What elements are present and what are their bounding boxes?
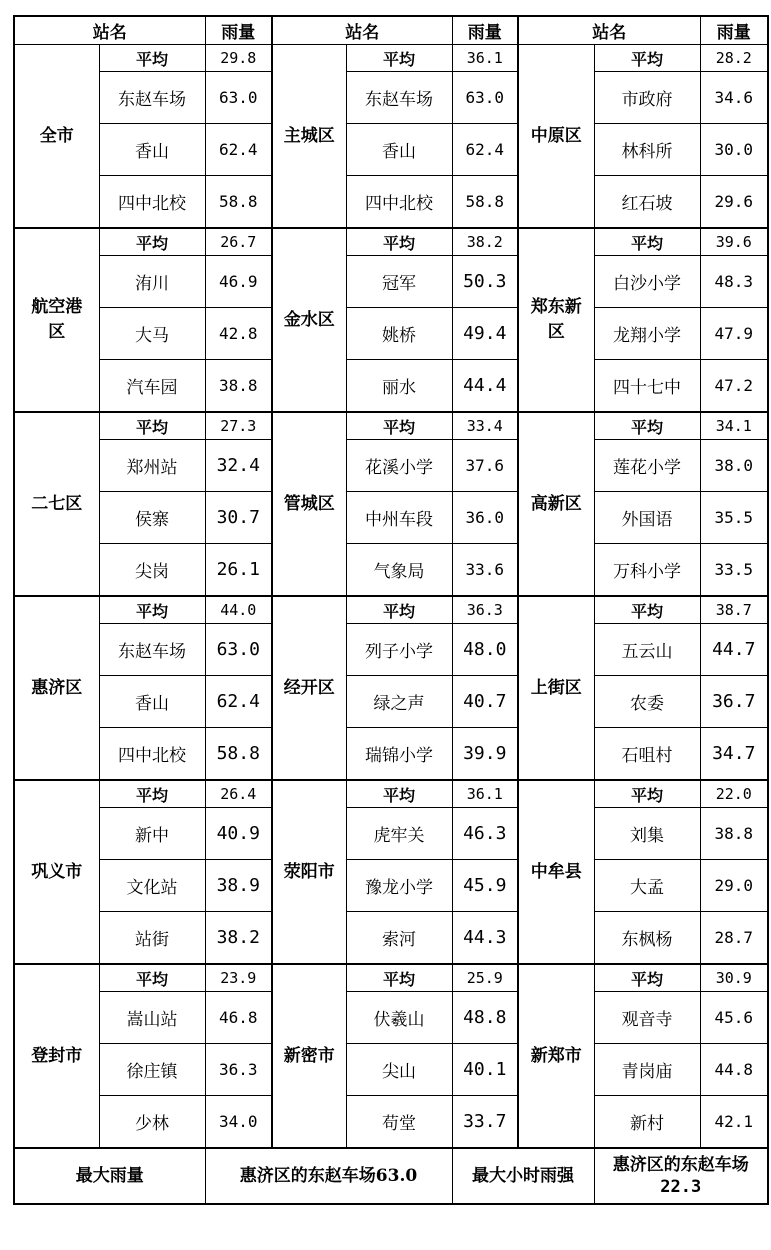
station-name: 绿之声: [346, 676, 452, 728]
district-name: 惠济区: [14, 596, 99, 780]
district-name: 巩义市: [14, 780, 99, 964]
station-rain: 32.4: [205, 440, 272, 492]
station-rain: 36.7: [700, 676, 768, 728]
station-rain: 30.0: [700, 124, 768, 176]
station-name: 农委: [594, 676, 700, 728]
station-rain: 33.5: [700, 544, 768, 597]
station-name: 四十七中: [594, 360, 700, 413]
avg-label: 平均: [346, 412, 452, 440]
station-name: 侯寨: [99, 492, 205, 544]
avg-value: 36.1: [452, 45, 518, 72]
avg-label: 平均: [594, 412, 700, 440]
station-row: [14, 360, 768, 413]
station-name: 龙翔小学: [594, 308, 700, 360]
station-row: [14, 492, 768, 544]
avg-value: 23.9: [205, 964, 272, 992]
station-name: 豫龙小学: [346, 860, 452, 912]
station-rain: 62.4: [452, 124, 518, 176]
station-rain: 38.8: [205, 360, 272, 413]
station-rain: 38.8: [700, 808, 768, 860]
station-rain: 33.6: [452, 544, 518, 597]
station-row: [14, 440, 768, 492]
station-rain: 26.1: [205, 544, 272, 597]
station-rain: 33.7: [452, 1096, 518, 1149]
avg-value: 28.2: [700, 45, 768, 72]
station-rain: 44.4: [452, 360, 518, 413]
district-name: 中原区: [518, 45, 594, 229]
station-rain: 38.2: [205, 912, 272, 965]
station-rain: 58.8: [205, 176, 272, 229]
avg-label: 平均: [346, 780, 452, 808]
station-name: 苟堂: [346, 1096, 452, 1149]
station-rain: 42.8: [205, 308, 272, 360]
header-rain-3: 雨量: [700, 16, 768, 45]
avg-value: 29.8: [205, 45, 272, 72]
station-row: [14, 1096, 768, 1149]
station-rain: 34.0: [205, 1096, 272, 1149]
header-rain-1: 雨量: [205, 16, 272, 45]
station-row: [14, 912, 768, 965]
station-rain: 45.6: [700, 992, 768, 1044]
avg-value: 26.4: [205, 780, 272, 808]
avg-value: 25.9: [452, 964, 518, 992]
header-station-2: 站名: [272, 16, 452, 45]
district-name-line: 航空港: [31, 297, 83, 318]
avg-value: 26.7: [205, 228, 272, 256]
station-rain: 38.0: [700, 440, 768, 492]
station-name: 石咀村: [594, 728, 700, 781]
station-rain: 30.7: [205, 492, 272, 544]
header-row: [14, 16, 768, 45]
summary-row: [14, 1148, 768, 1204]
station-rain: 62.4: [205, 124, 272, 176]
station-row: [14, 176, 768, 229]
station-name: 市政府: [594, 72, 700, 124]
station-rain: 50.3: [452, 256, 518, 308]
avg-label: 平均: [99, 780, 205, 808]
station-name: 四中北校: [346, 176, 452, 229]
district-name: 主城区: [272, 45, 346, 229]
max-hourly-value: [594, 1148, 768, 1204]
station-name: 大马: [99, 308, 205, 360]
avg-value: 34.1: [700, 412, 768, 440]
station-row: [14, 1044, 768, 1096]
station-row: [14, 860, 768, 912]
avg-value: 39.6: [700, 228, 768, 256]
station-rain: 47.2: [700, 360, 768, 413]
station-name: 洧川: [99, 256, 205, 308]
header-station-1: 站名: [14, 16, 205, 45]
station-name: 姚桥: [346, 308, 452, 360]
group-avg-row: [14, 412, 768, 440]
district-name: 高新区: [518, 412, 594, 596]
station-row: [14, 124, 768, 176]
station-rain: 48.3: [700, 256, 768, 308]
district-name: 新密市: [272, 964, 346, 1148]
rainfall-table: [13, 15, 769, 1205]
district-name-line: 郑东新: [530, 297, 582, 318]
station-rain: 34.6: [700, 72, 768, 124]
station-rain: 34.7: [700, 728, 768, 781]
avg-label: 平均: [346, 596, 452, 624]
avg-label: 平均: [594, 780, 700, 808]
avg-label: 平均: [99, 45, 205, 72]
station-name: 东枫杨: [594, 912, 700, 965]
header-rain-2: 雨量: [452, 16, 518, 45]
station-name: 观音寺: [594, 992, 700, 1044]
avg-label: 平均: [346, 228, 452, 256]
station-rain: 39.9: [452, 728, 518, 781]
station-rain: 63.0: [452, 72, 518, 124]
group-avg-row: [14, 45, 768, 72]
station-name: 伏羲山: [346, 992, 452, 1044]
district-name: 登封市: [14, 964, 99, 1148]
station-name: 四中北校: [99, 176, 205, 229]
station-rain: 45.9: [452, 860, 518, 912]
station-name: 丽水: [346, 360, 452, 413]
station-row: [14, 808, 768, 860]
station-rain: 36.3: [205, 1044, 272, 1096]
avg-label: 平均: [594, 964, 700, 992]
avg-value: 38.7: [700, 596, 768, 624]
station-name: 列子小学: [346, 624, 452, 676]
station-name: 香山: [346, 124, 452, 176]
station-name: 花溪小学: [346, 440, 452, 492]
district-name: 全市: [14, 45, 99, 229]
station-name: 尖山: [346, 1044, 452, 1096]
max-hourly-value-line2: 22.3: [660, 1177, 702, 1197]
station-name: 冠军: [346, 256, 452, 308]
district-name: 上街区: [518, 596, 594, 780]
station-row: [14, 728, 768, 781]
table-body: [14, 45, 768, 1149]
station-rain: 28.7: [700, 912, 768, 965]
station-name: 郑州站: [99, 440, 205, 492]
district-name: 管城区: [272, 412, 346, 596]
station-row: [14, 544, 768, 597]
max-hourly-label: 最大小时雨强: [452, 1148, 594, 1204]
station-rain: 49.4: [452, 308, 518, 360]
station-name: 中州车段: [346, 492, 452, 544]
station-name: 汽车园: [99, 360, 205, 413]
station-rain: 62.4: [205, 676, 272, 728]
station-name: 索河: [346, 912, 452, 965]
station-rain: 46.9: [205, 256, 272, 308]
avg-value: 27.3: [205, 412, 272, 440]
station-name: 白沙小学: [594, 256, 700, 308]
station-rain: 48.8: [452, 992, 518, 1044]
station-rain: 37.6: [452, 440, 518, 492]
avg-label: 平均: [346, 964, 452, 992]
station-name: 尖岗: [99, 544, 205, 597]
station-name: 大孟: [594, 860, 700, 912]
station-row: [14, 624, 768, 676]
station-rain: 44.8: [700, 1044, 768, 1096]
district-name-line: 区: [48, 322, 66, 342]
station-name: 林科所: [594, 124, 700, 176]
avg-value: 30.9: [700, 964, 768, 992]
station-rain: 63.0: [205, 624, 272, 676]
max-rain-label: 最大雨量: [14, 1148, 205, 1204]
station-rain: 29.6: [700, 176, 768, 229]
avg-value: 38.2: [452, 228, 518, 256]
district-name: 金水区: [272, 228, 346, 412]
station-row: [14, 676, 768, 728]
group-avg-row: [14, 964, 768, 992]
station-rain: 29.0: [700, 860, 768, 912]
district-name-line: 区: [547, 322, 565, 342]
district-name: [518, 228, 594, 412]
station-name: 新中: [99, 808, 205, 860]
station-rain: 58.8: [452, 176, 518, 229]
district-name: 荥阳市: [272, 780, 346, 964]
header-station-3: 站名: [518, 16, 700, 45]
station-name: 瑞锦小学: [346, 728, 452, 781]
district-name: 二七区: [14, 412, 99, 596]
district-name: 中牟县: [518, 780, 594, 964]
station-name: 香山: [99, 676, 205, 728]
avg-label: 平均: [594, 596, 700, 624]
station-row: [14, 256, 768, 308]
station-rain: 46.8: [205, 992, 272, 1044]
station-rain: 44.3: [452, 912, 518, 965]
station-rain: 42.1: [700, 1096, 768, 1149]
avg-label: 平均: [99, 412, 205, 440]
max-rain-value: 惠济区的东赵车场63.0: [205, 1148, 452, 1204]
station-name: 外国语: [594, 492, 700, 544]
station-name: 莲花小学: [594, 440, 700, 492]
station-name: 万科小学: [594, 544, 700, 597]
station-name: 东赵车场: [99, 72, 205, 124]
station-name: 东赵车场: [346, 72, 452, 124]
avg-label: 平均: [99, 228, 205, 256]
avg-value: 36.1: [452, 780, 518, 808]
station-row: [14, 308, 768, 360]
station-name: 少林: [99, 1096, 205, 1149]
station-rain: 40.9: [205, 808, 272, 860]
station-rain: 44.7: [700, 624, 768, 676]
station-row: [14, 72, 768, 124]
station-name: 虎牢关: [346, 808, 452, 860]
station-row: [14, 992, 768, 1044]
station-name: 文化站: [99, 860, 205, 912]
station-name: 东赵车场: [99, 624, 205, 676]
group-avg-row: [14, 780, 768, 808]
station-name: 新村: [594, 1096, 700, 1149]
station-rain: 40.1: [452, 1044, 518, 1096]
station-rain: 38.9: [205, 860, 272, 912]
avg-value: 22.0: [700, 780, 768, 808]
station-rain: 35.5: [700, 492, 768, 544]
station-rain: 58.8: [205, 728, 272, 781]
station-name: 嵩山站: [99, 992, 205, 1044]
avg-label: 平均: [99, 964, 205, 992]
station-name: 气象局: [346, 544, 452, 597]
station-name: 五云山: [594, 624, 700, 676]
station-rain: 46.3: [452, 808, 518, 860]
station-name: 四中北校: [99, 728, 205, 781]
station-name: 徐庄镇: [99, 1044, 205, 1096]
station-rain: 40.7: [452, 676, 518, 728]
avg-label: 平均: [594, 228, 700, 256]
avg-label: 平均: [346, 45, 452, 72]
station-rain: 48.0: [452, 624, 518, 676]
max-hourly-value-line1: 惠济区的东赵车场: [612, 1154, 749, 1175]
avg-label: 平均: [594, 45, 700, 72]
station-name: 站街: [99, 912, 205, 965]
station-name: 红石坡: [594, 176, 700, 229]
district-name: 经开区: [272, 596, 346, 780]
avg-value: 36.3: [452, 596, 518, 624]
station-name: 香山: [99, 124, 205, 176]
station-name: 青岗庙: [594, 1044, 700, 1096]
station-rain: 36.0: [452, 492, 518, 544]
station-name: 刘集: [594, 808, 700, 860]
group-avg-row: [14, 228, 768, 256]
avg-value: 33.4: [452, 412, 518, 440]
station-rain: 63.0: [205, 72, 272, 124]
avg-label: 平均: [99, 596, 205, 624]
station-rain: 47.9: [700, 308, 768, 360]
district-name: [14, 228, 99, 412]
group-avg-row: [14, 596, 768, 624]
district-name: 新郑市: [518, 964, 594, 1148]
avg-value: 44.0: [205, 596, 272, 624]
